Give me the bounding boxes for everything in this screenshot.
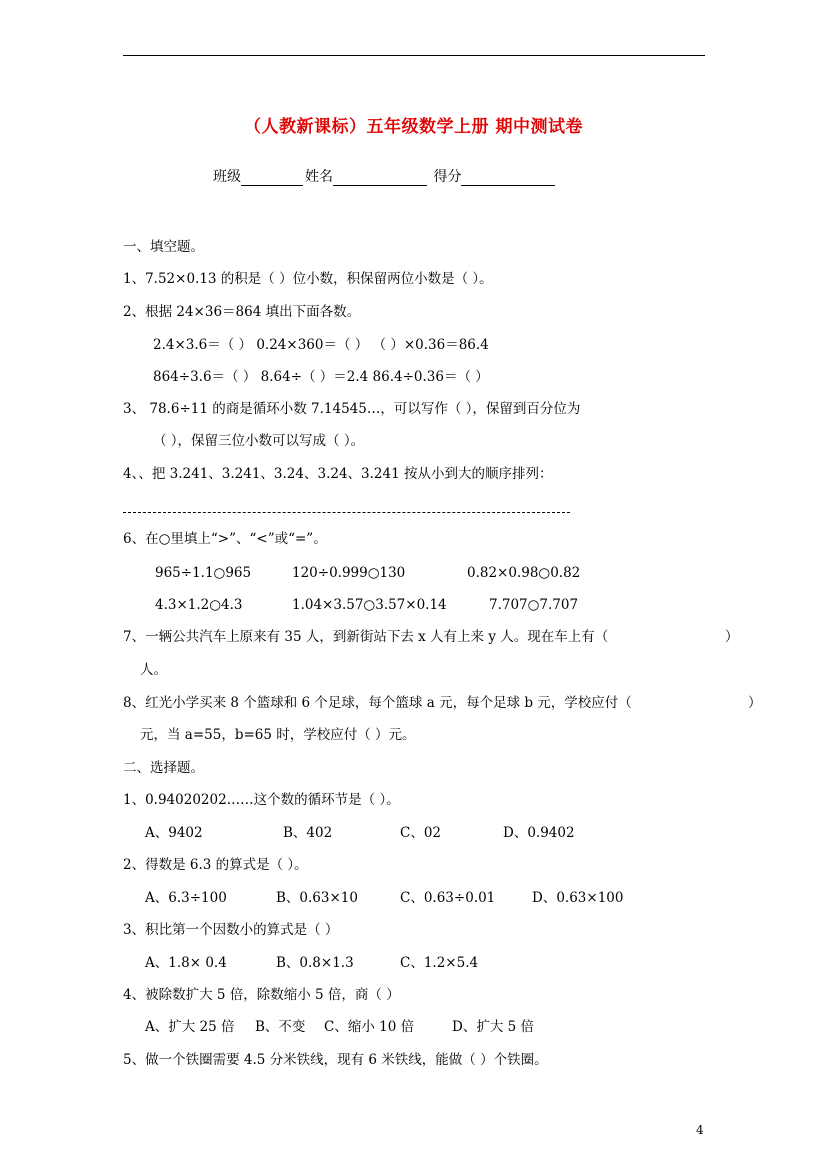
class-label: 班级 [213, 169, 241, 185]
question-1-2: 2、根据 24×36＝864 填出下面各数。 [123, 304, 361, 320]
question-1-8-cont: 元，当 a=55，b=65 时，学校应付（ ）元。 [140, 727, 416, 743]
question-1-4: 4、、把 3.241、3.241、3.24、3.24、3.241 按从小到大的顺序排列： [123, 466, 553, 482]
section-fill-blank: 一、填空题。 [123, 239, 204, 255]
option-2-4-b: B、不变 [255, 1019, 306, 1035]
option-2-2-b: B、0.63×10 [276, 890, 358, 906]
page-title: （人教新课标）五年级数学上册 期中测试卷 [244, 117, 583, 137]
question-1-8: 8、红光小学买来 8 个篮球和 6 个足球，每个篮球 a 元，每个足球 b 元，学校应付（ [123, 695, 632, 711]
option-2-2-d: D、0.63×100 [532, 890, 624, 906]
question-1-7-paren: ） [725, 629, 739, 645]
question-1-8-paren: ） [748, 695, 762, 711]
name-blank[interactable] [333, 171, 427, 186]
question-2-3: 3、积比第一个因数小的算式是（ ） [123, 922, 339, 938]
option-2-3-a: A、1.8× 0.4 [145, 955, 227, 971]
option-2-1-a: A、9402 [145, 825, 203, 841]
question-2-2: 2、得数是 6.3 的算式是（ ）。 [123, 857, 308, 873]
option-2-1-d: D、0.9402 [503, 825, 575, 841]
question-2-4: 4、被除数扩大 5 倍，除数缩小 5 倍，商（ ） [123, 987, 400, 1003]
student-info [213, 166, 557, 186]
header-rule [123, 55, 705, 56]
option-2-4-a: A、扩大 25 倍 [145, 1019, 235, 1035]
question-1-2-row-1: 2.4×3.6＝（ ） 0.24×360＝（ ） （ ）×0.36＝86.4 [153, 337, 489, 353]
question-1-3: 3、 78.6÷11 的商是循环小数 7.14545…，可以写作（ ），保留到百分位为 [123, 401, 581, 417]
question-1-6: 6、在○里填上“>”、“<”或“=”。 [123, 531, 327, 547]
option-2-3-c: C、1.2×5.4 [400, 955, 479, 971]
question-1-7: 7、一辆公共汽车上原来有 35 人，到新街站下去 x 人有上来 y 人。现在车上有（ [123, 629, 609, 645]
option-2-2-a: A、6.3÷100 [145, 890, 227, 906]
option-2-3-b: B、0.8×1.3 [276, 955, 354, 971]
question-1-7-cont: 人。 [140, 662, 167, 678]
compare-1: 965÷1.1○965 [155, 565, 252, 581]
compare-5: 1.04×3.57○3.57×0.14 [292, 597, 447, 613]
name-label: 姓名 [305, 169, 333, 185]
option-2-2-c: C、0.63÷0.01 [400, 890, 496, 906]
question-1-1: 1、7.52×0.13 的积是（ ）位小数，积保留两位小数是（ ）。 [123, 271, 493, 287]
question-1-2-row-2: 864÷3.6＝（ ） 8.64÷（ ）＝2.4 86.4÷0.36＝（ ） [153, 369, 489, 385]
question-2-5: 5、做一个铁圈需要 4.5 分米铁线，现有 6 米铁线，能做（ ）个铁圈。 [123, 1052, 548, 1068]
page-number: 4 [696, 1123, 704, 1137]
option-2-4-c: C、缩小 10 倍 [324, 1019, 415, 1035]
compare-4: 4.3×1.2○4.3 [155, 597, 243, 613]
answer-dash-line [123, 512, 570, 513]
compare-3: 0.82×0.98○0.82 [467, 565, 581, 581]
option-2-1-b: B、402 [283, 825, 333, 841]
option-2-1-c: C、02 [400, 825, 442, 841]
option-2-4-d: D、扩大 5 倍 [452, 1019, 534, 1035]
question-2-1: 1、0.94020202……这个数的循环节是（ ）。 [123, 792, 400, 808]
score-blank[interactable] [461, 171, 555, 186]
question-1-3-cont: （ ），保留三位小数可以写成（ ）。 [153, 433, 365, 449]
compare-6: 7.707○7.707 [489, 597, 579, 613]
section-choice: 二、选择题。 [123, 760, 204, 776]
class-blank[interactable] [241, 171, 303, 186]
score-label: 得分 [433, 169, 462, 185]
compare-2: 120÷0.999○130 [292, 565, 406, 581]
